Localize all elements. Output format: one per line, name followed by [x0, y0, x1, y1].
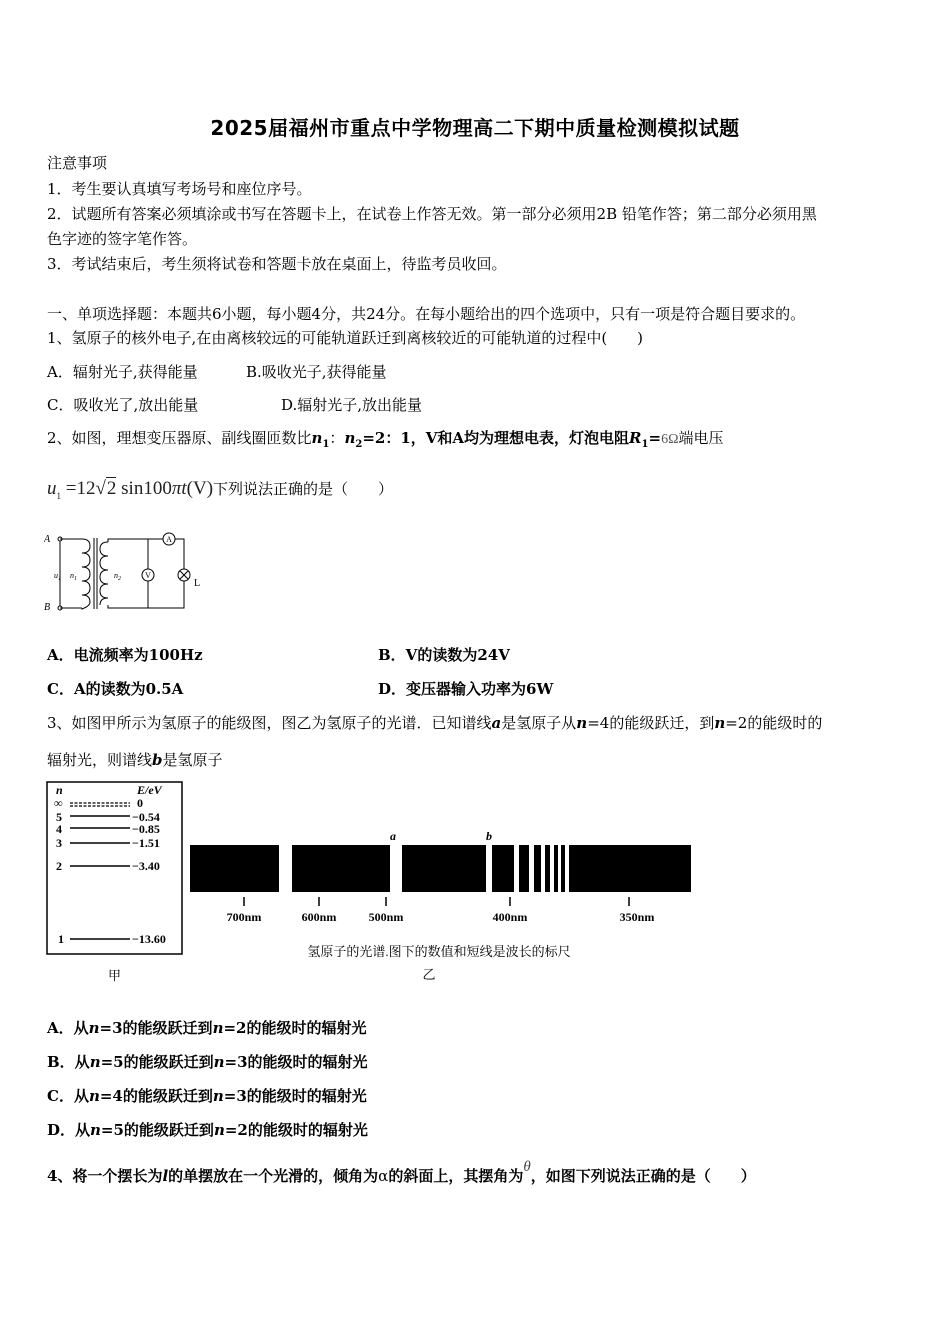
q1-option-c: C．吸收光了,放出能量 [47, 396, 199, 414]
q3-d-p1: =5的能级跃迁到 [100, 1121, 214, 1139]
circuit-label-b: B [44, 602, 51, 613]
q3-n2: n [714, 714, 726, 732]
level-n-2: 2 [56, 859, 62, 873]
level-e-3: −1.51 [132, 836, 160, 850]
q2-stem-pre: 2、如图，理想变压器原、副线圈匝数比 [47, 429, 312, 447]
level-e-5: −0.54 [132, 810, 160, 824]
spectrum-band-6 [534, 845, 541, 892]
q4-alpha: α [378, 1167, 389, 1185]
spectrum-band-9 [561, 845, 565, 892]
notice-item-3: 3．考试结束后，考生须将试卷和答题卡放在桌面上，待监考员收回。 [47, 255, 507, 273]
q4-mid2: 的斜面上，其摆角为 [388, 1167, 524, 1185]
transformer-circuit-diagram [44, 528, 214, 618]
q2-eq: = [648, 429, 662, 447]
q1-stem: 1、氢原子的核外电子,在由离核较远的可能轨道跃迁到离核较近的可能轨道的过程中( ) [47, 329, 644, 347]
q3-mid2: =4的能级跃迁，到 [587, 714, 715, 732]
tick-label-700: 700nm [226, 910, 262, 924]
tick-label-600: 600nm [301, 910, 337, 924]
q1-option-d: D.辐射光子,放出能量 [281, 396, 423, 414]
q2-stem-tail: 下列说法正确的是（ ） [213, 480, 394, 498]
n1-sub: 1 [74, 576, 77, 582]
level-e-inf: 0 [137, 796, 143, 810]
ammeter-label: A [166, 535, 172, 544]
formula-sqrt: 2 [106, 478, 117, 499]
q2-ratio: =2：1，V和A均为理想电表，灯泡电阻 [362, 429, 630, 447]
q3-b-letter: B．从 [47, 1053, 90, 1071]
q3-a-p2: =2的能级时的辐射光 [223, 1019, 367, 1037]
level-n-5: 5 [56, 810, 62, 824]
q3-c-n2: n [212, 1087, 224, 1105]
n2-sub: 2 [118, 576, 121, 582]
tick-label-500: 500nm [368, 910, 404, 924]
spectrum-band-2 [292, 845, 390, 892]
q3-n4: n [576, 714, 588, 732]
q2-omega: 6Ω [661, 432, 679, 447]
q4-l: l [162, 1167, 169, 1185]
q3-b-p2: =3的能级时的辐射光 [224, 1053, 368, 1071]
sqrt-icon: √ [95, 478, 106, 499]
q3-a-n2: n [212, 1019, 224, 1037]
formula-t: t [181, 478, 187, 499]
spectrum-band-5 [519, 845, 529, 892]
q2-stem-post: 端电压 [678, 429, 724, 447]
formula-eq: =12 [61, 478, 96, 499]
q3-b-n1: n [89, 1053, 101, 1071]
level-n-header: n [56, 783, 63, 797]
level-e-1: −13.60 [132, 932, 166, 946]
q2-stem [47, 427, 723, 450]
q3-pre: 3、如图甲所示为氢原子的能级图，图乙为氢原子的光谱．已知谱线 [47, 714, 492, 732]
q2-n1-sub: 1 [322, 439, 330, 450]
formula-u-sub: 1 [56, 490, 61, 501]
q1-option-a: A．辐射光子,获得能量 [47, 363, 198, 381]
spectrum-band-4 [492, 845, 514, 892]
formula-u: u [47, 478, 57, 499]
level-e-header: E/eV [137, 783, 162, 797]
q3-option-a [47, 1017, 366, 1038]
q3-c-n1: n [88, 1087, 100, 1105]
q3-stem-line1 [47, 712, 822, 733]
q2-n2: n [344, 429, 356, 447]
voltmeter-label: V [145, 571, 151, 580]
energy-diagram-frame [47, 782, 182, 954]
u1-text: u [54, 571, 58, 580]
q3-line2-post: 是氢原子 [162, 751, 223, 769]
level-n-inf: ∞ [54, 796, 63, 810]
q3-option-d [47, 1119, 368, 1140]
q3-d-n2: n [213, 1121, 225, 1139]
n2-text: n [114, 571, 118, 580]
formula-rest: sin100 [116, 478, 172, 499]
q2-option-c: C．A的读数为0.5A [47, 680, 184, 698]
q2-formula [47, 478, 213, 499]
q3-b: b [152, 751, 163, 769]
q3-c-letter: C．从 [47, 1087, 89, 1105]
primary-coil [82, 539, 90, 609]
q2-r: R [629, 429, 642, 447]
q3-line2-pre: 辐射光，则谱线 [47, 751, 153, 769]
q2-colon: ： [329, 429, 345, 447]
spectrum-band-3 [402, 845, 486, 892]
q3-d-p2: =2的能级时的辐射光 [224, 1121, 368, 1139]
q3-stem-line2 [47, 749, 223, 770]
q3-b-n2: n [213, 1053, 225, 1071]
formula-pi: π [171, 478, 182, 499]
spectrum-band-7 [545, 845, 550, 892]
notice-item-2-cont: 色字迹的签字笔作答。 [47, 230, 198, 248]
formula-unit: (V) [186, 478, 214, 499]
q2-r-sub: 1 [641, 439, 649, 450]
q2-formula-line [47, 478, 393, 501]
q3-c-p2: =3的能级时的辐射光 [223, 1087, 367, 1105]
notice-item-1: 1．考生要认真填写考场号和座位序号。 [47, 180, 312, 198]
u1-sub: 1 [58, 576, 61, 582]
tick-label-350: 350nm [619, 910, 655, 924]
tick-label-400: 400nm [492, 910, 528, 924]
notice-heading: 注意事项 [47, 154, 108, 172]
q3-b-p1: =5的能级跃迁到 [100, 1053, 214, 1071]
q3-a-n1: n [88, 1019, 100, 1037]
page-title: 2025届福州市重点中学物理高二下期中质量检测模拟试题 [210, 116, 740, 140]
q3-option-c [47, 1085, 367, 1106]
level-e-2: −3.40 [132, 859, 160, 873]
q3-a-letter: A．从 [47, 1019, 89, 1037]
q4-theta: θ [523, 1159, 531, 1175]
q3-mid: 是氢原子从 [501, 714, 577, 732]
circuit-label-n2 [114, 571, 121, 582]
level-n-3: 3 [56, 836, 62, 850]
spectrum-band-10 [569, 845, 691, 892]
level-n-4: 4 [56, 822, 62, 836]
level-e-4: −0.85 [132, 822, 160, 836]
q3-d-n1: n [90, 1121, 101, 1139]
q3-c-p1: =4的能级跃迁到 [99, 1087, 213, 1105]
spectrum-band-8 [554, 845, 558, 892]
energy-diagram-caption: 甲 [108, 968, 122, 983]
spectrum-line-a-label: a [390, 829, 396, 843]
section-heading: 一、单项选择题：本题共6小题，每小题4分，共24分。在每小题给出的四个选项中，只有一项是符合题目要求的。 [47, 305, 806, 323]
q3-d-letter: D．从 [47, 1121, 91, 1139]
q4-mid: 的单摆放在一个光滑的，倾角为 [168, 1167, 379, 1185]
spectrum-band-1 [190, 845, 279, 892]
q2-n2-sub: 2 [355, 439, 363, 450]
spectrum-note: 氢原子的光谱.图下的数值和短线是波长的标尺 [307, 944, 571, 959]
q4-stem [47, 1159, 756, 1186]
q1-option-b: B.吸收光子,获得能量 [246, 363, 387, 381]
q3-post: =2的能级时的 [725, 714, 823, 732]
secondary-coil [100, 542, 108, 605]
hydrogen-spectrum [188, 825, 696, 985]
lamp-label: L [193, 578, 201, 589]
n1-text: n [70, 571, 74, 580]
circuit-label-n1 [70, 571, 77, 582]
circuit-label-a: A [44, 534, 51, 545]
q2-option-b: B．V的读数为24V [378, 646, 510, 664]
q3-option-b [47, 1051, 368, 1072]
spectrum-caption: 乙 [422, 967, 436, 982]
q4-pre: 4、将一个摆长为 [47, 1167, 163, 1185]
q2-option-a: A．电流频率为100Hz [47, 646, 203, 664]
q3-a: a [491, 714, 502, 732]
spectrum-line-b-label: b [486, 829, 492, 843]
q4-post: ，如图下列说法正确的是（ ） [530, 1167, 756, 1185]
q3-a-p1: =3的能级跃迁到 [99, 1019, 213, 1037]
level-n-1: 1 [58, 932, 64, 946]
notice-item-2: 2．试题所有答案必须填涂或书写在答题卡上，在试卷上作答无效。第一部分必须用2B 铅笔作答；第二部分必须用黑 [47, 205, 817, 223]
energy-level-diagram [44, 780, 189, 985]
q2-option-d: D．变压器输入功率为6W [378, 680, 554, 698]
q2-n1: n [311, 429, 323, 447]
